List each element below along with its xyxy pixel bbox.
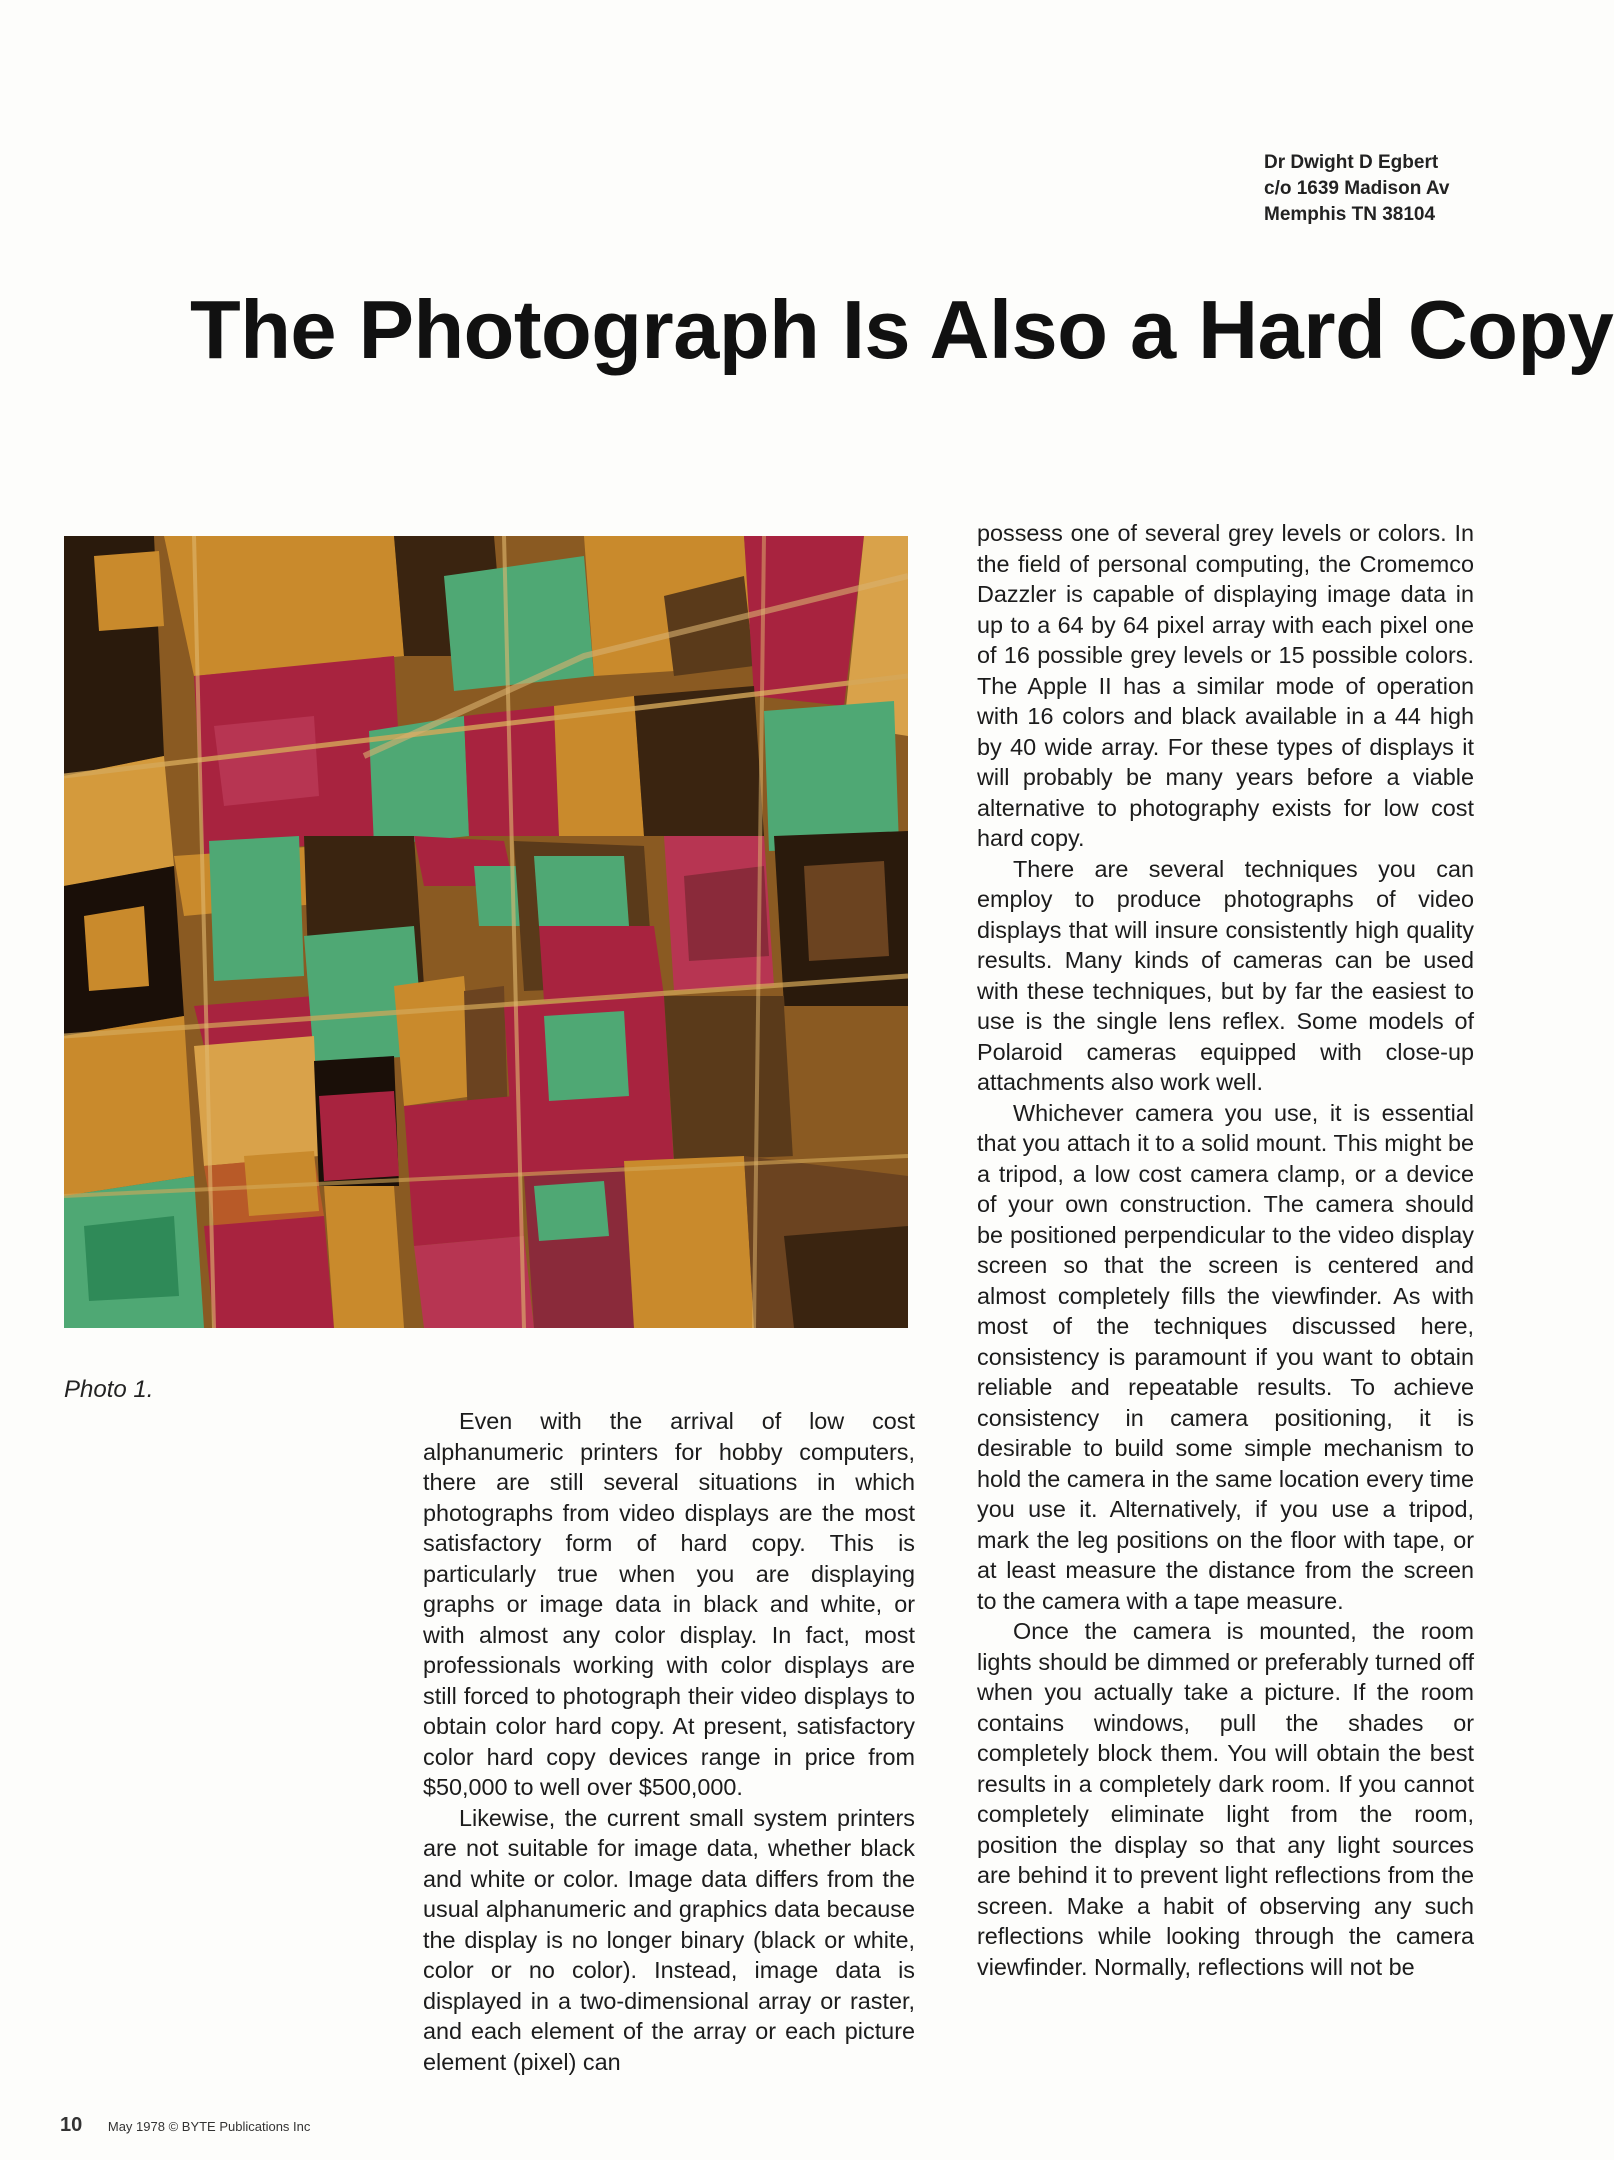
author-address-line1: c/o 1639 Madison Av: [1264, 178, 1450, 199]
false-color-aerial-fields-image: [64, 536, 908, 1328]
body-paragraph: possess one of several grey levels or colors. In the field of personal computing, the Cromemco Dazzler is capable of displaying image data in up to a 64 by 64 pixel array with each pixel one of 16 possible grey levels or 15 possible colors. The Apple II has a similar mode of operation with 16 colors and black available in a 44 high by 40 wide array. For these types of displays it will probably be many years before a viable alternative to photography exists for low cost hard copy.: [977, 520, 1474, 851]
author-address-line2: Memphis TN 38104: [1264, 204, 1436, 225]
publication-credit: May 1978 © BYTE Publications Inc: [107, 2119, 311, 2134]
body-paragraph: Whichever camera you use, it is essential that you attach it to a solid mount. This might be a tripod, a low cost camera clamp, or a device of your own construction. The camera should be positioned perpendicular to the video display screen so that the screen is centered and almost completely fills the viewfinder. As with most of the techniques discussed here, consistency is paramount if you want to obtain reliable and repeatable results. To achieve consistency in camera positioning, it is desirable to build some simple mechanism to hold the camera in the same location every time you use it. Alternatively, if you use a tripod, mark the leg positions on the floor with tape, or at least measure the distance from the screen to the camera with a tape measure.: [977, 1099, 1474, 1614]
author-address: [1264, 150, 1450, 228]
photo-1-image: [64, 536, 908, 1328]
body-column-right: [977, 518, 1474, 1982]
photo-caption: Photo 1.: [64, 1376, 154, 1403]
body-paragraph: Likewise, the current small system printers are not suitable for image data, whether black and white or color. Image data differs from the usual alphanumeric and graphics data because the display is no longer binary (black or white, color or no color). Instead, image data is displayed in a two-dimensional array or raster, and each element of the array or each picture element (pixel) can: [423, 1804, 915, 2075]
body-paragraph: Even with the arrival of low cost alphanumeric printers for hobby computers, there are still several situations in which photographs from video displays are the most satisfactory form of hard copy. This is particularly true when you are displaying graphs or image data in black and white, or with almost any color display. In fact, most professionals working with color displays are still forced to photograph their video displays to obtain color hard copy. At present, satisfactory color hard copy devices range in price from $50,000 to well over $500,000.: [423, 1408, 915, 1800]
page-number: 10: [60, 2114, 83, 2136]
page-footer: [60, 2114, 310, 2137]
author-name: Dr Dwight D Egbert: [1264, 152, 1439, 173]
body-paragraph: Once the camera is mounted, the room lights should be dimmed or preferably turned off when you actually take a picture. If the room contains windows, pull the shades or completely block them. You will obtain the best results in a completely dark room. If you cannot completely eliminate light from the room, position the display so that any light sources are behind it to prevent light reflections from the screen. Make a habit of observing any such reflections while looking through the camera viewfinder. Normally, reflections will not be: [977, 1618, 1474, 1980]
body-paragraph: There are several techniques you can employ to produce photographs of video displays that will insure consistently high quality results. Many kinds of cameras can be used with these techniques, but by far the easiest to use is the single lens reflex. Some models of Polaroid cameras equipped with close-up attachments also work well.: [977, 855, 1474, 1095]
article-title: The Photograph Is Also a Hard Copy: [190, 283, 1614, 376]
body-column-middle: [423, 1406, 915, 2077]
